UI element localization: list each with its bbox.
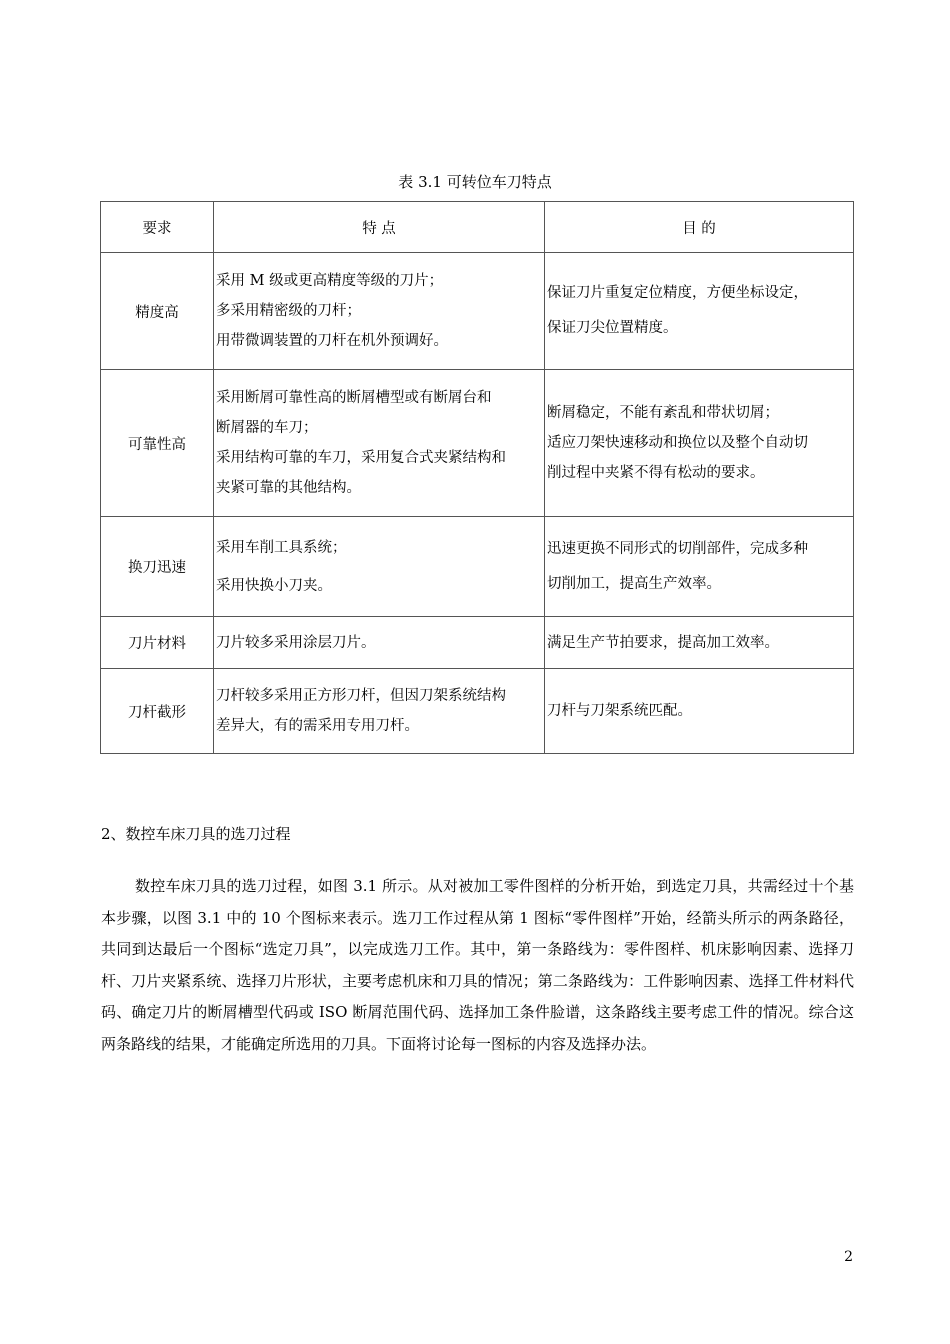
feature-line: 差异大，有的需采用专用刀杆。: [216, 718, 419, 734]
table-row: [101, 669, 854, 754]
purpose-line: 适应刀架快速移动和换位以及整个自动切: [547, 435, 808, 451]
feature-line: 刀杆较多采用正方形刀杆，但因刀架系统结构: [216, 688, 506, 704]
header-features: 特 点: [214, 202, 545, 253]
requirement-cell: 精度高: [101, 253, 214, 370]
feature-line: 断屑器的车刀；: [216, 420, 318, 436]
line-spacer: [216, 562, 542, 572]
features-cell: [214, 669, 545, 754]
table-row: [101, 617, 854, 669]
feature-line: 采用车削工具系统；: [216, 539, 347, 556]
body-paragraph: 数控车床刀具的选刀过程，如图 3.1 所示。从对被加工零件图样的分析开始，到选定刀具，共需经过十个基本步骤，以图 3.1 中的 10 个图标来表示。选刀工作过程从第 1 图标“零件图样”开始，经箭头所示的两条路径，共同到达最后一个图标“选定刀具”，以完成选刀工作。其中，第一条路线为：零件图样、机床影响因素、选择刀杆、刀片夹紧系统、选择刀片形状，主要考虑机床和刀具的情况；第二条路线为：工件影响因素、选择工件材料代码、确定刀片的断屑槽型代码或 ISO 断屑范围代码、选择加工条件脸谱，这条路线主要考虑工件的情况。综合这两条路线的结果，才能确定所选用的刀具。下面将讨论每一图标的内容及选择办法。: [101, 877, 854, 1053]
feature-line: 采用快换小刀夹。: [216, 577, 332, 594]
purpose-line: 满足生产节拍要求，提高加工效率。: [547, 634, 779, 651]
header-requirement: 要求: [101, 202, 214, 253]
features-cell: [214, 517, 545, 617]
requirement-cell: 刀片材料: [101, 617, 214, 669]
table-row: [101, 517, 854, 617]
feature-line: 多采用精密级的刀杆；: [216, 303, 361, 319]
purpose-line: 保证刀尖位置精度。: [547, 320, 678, 336]
purpose-cell: [545, 617, 854, 669]
features-cell: [214, 617, 545, 669]
purpose-line: 断屑稳定，不能有紊乱和带状切屑；: [547, 405, 779, 421]
features-cell: [214, 253, 545, 370]
purpose-line: 保证刀片重复定位精度，方便坐标设定，: [547, 285, 808, 301]
header-purpose: 目 的: [545, 202, 854, 253]
requirement-cell: 可靠性高: [101, 370, 214, 517]
section-heading: 2、数控车床刀具的选刀过程: [101, 825, 291, 843]
feature-line: 采用 M 级或更高精度等级的刀片；: [216, 273, 444, 289]
table-row: [101, 370, 854, 517]
feature-line: 夹紧可靠的其他结构。: [216, 480, 361, 496]
table-caption: 表 3.1 可转位车刀特点: [398, 173, 552, 191]
feature-line: 采用结构可靠的车刀，采用复合式夹紧结构和: [216, 450, 506, 466]
purpose-cell: [545, 669, 854, 754]
table-header-row: [101, 202, 854, 253]
features-cell: [214, 370, 545, 517]
purpose-cell: [545, 370, 854, 517]
requirement-cell: 换刀迅速: [101, 517, 214, 617]
feature-line: 刀片较多采用涂层刀片。: [216, 634, 376, 651]
requirement-cell: 刀杆截形: [101, 669, 214, 754]
purpose-cell: [545, 253, 854, 370]
purpose-line: 切削加工，提高生产效率。: [547, 575, 721, 592]
purpose-cell: [545, 517, 854, 617]
purpose-line: 迅速更换不同形式的切削部件，完成多种: [547, 540, 808, 557]
purpose-line: 削过程中夹紧不得有松动的要求。: [547, 465, 765, 481]
page-number: 2: [844, 1249, 853, 1265]
feature-line: 用带微调装置的刀杆在机外预调好。: [216, 333, 448, 349]
table-row: [101, 253, 854, 370]
tool-features-table: [100, 201, 854, 754]
feature-line: 采用断屑可靠性高的断屑槽型或有断屑台和: [216, 390, 492, 406]
purpose-line: 刀杆与刀架系统匹配。: [547, 703, 692, 719]
